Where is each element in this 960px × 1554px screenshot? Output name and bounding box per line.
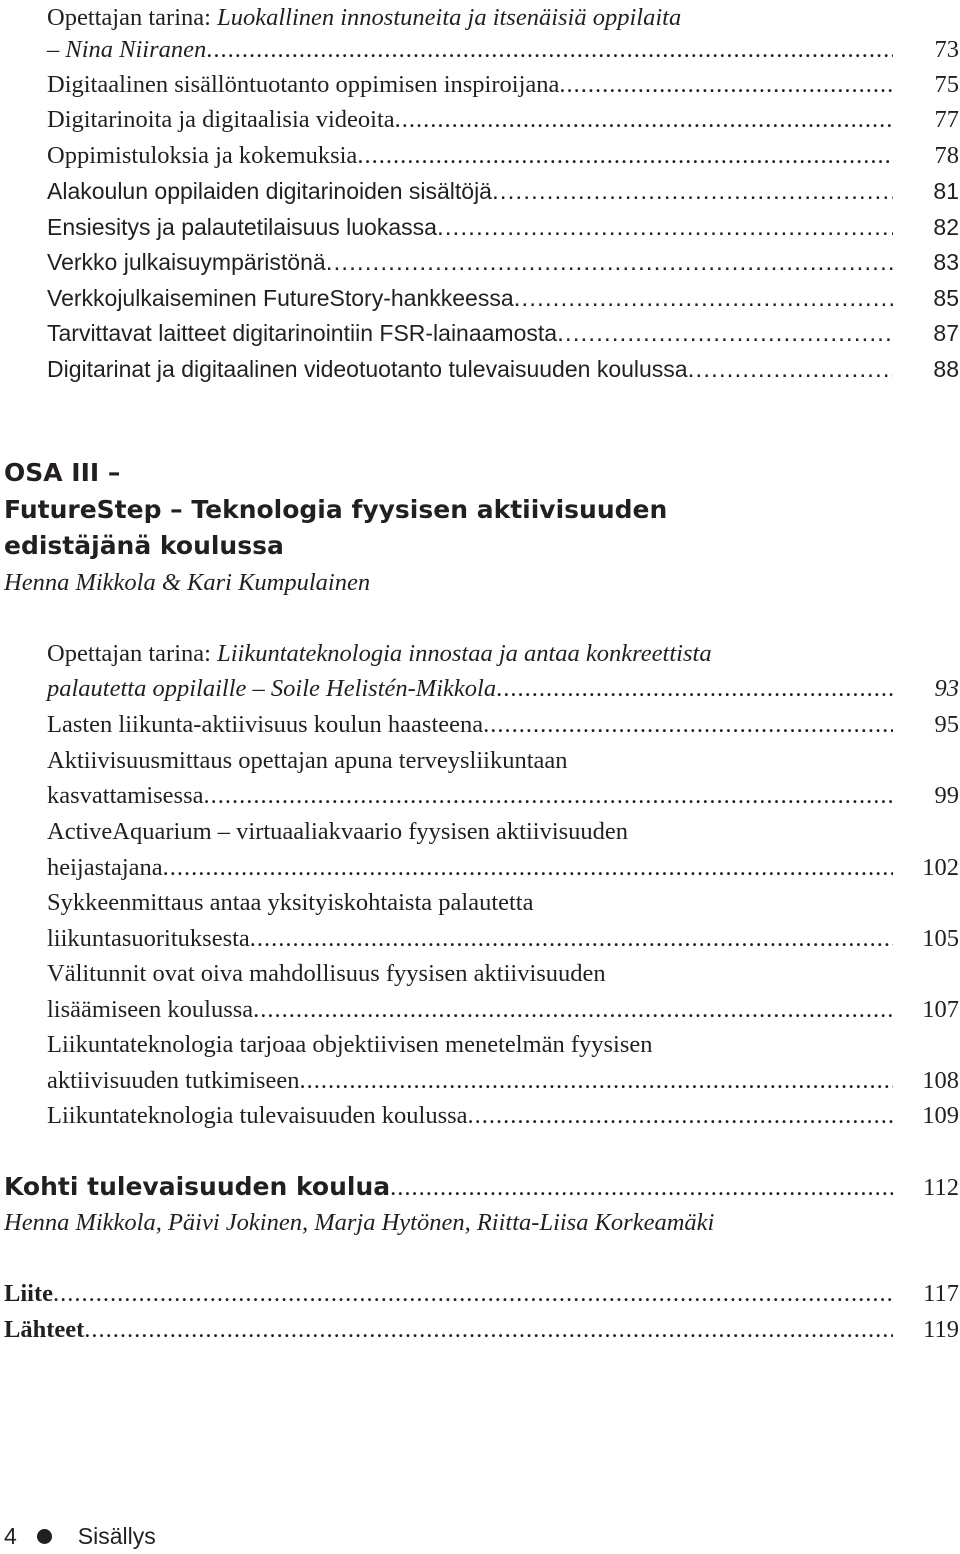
toc-entry[interactable] bbox=[47, 1063, 959, 1099]
dot-leader bbox=[206, 32, 893, 68]
toc-story-line1 bbox=[47, 636, 712, 672]
part-authors: Henna Mikkola & Kari Kumpulainen bbox=[4, 569, 371, 596]
toc-entry[interactable] bbox=[47, 32, 959, 68]
entry-text: kasvattamisessa bbox=[47, 782, 204, 809]
toc-entry[interactable] bbox=[47, 67, 959, 103]
entry-page: 108 bbox=[922, 1067, 959, 1094]
dot-leader bbox=[483, 707, 893, 743]
toc-entry[interactable] bbox=[47, 244, 959, 280]
toc-entry-line1: Sykkeenmittaus antaa yksityiskohtaista palautetta bbox=[47, 889, 534, 916]
dot-leader bbox=[84, 1312, 893, 1348]
entry-text: liikuntasuorituksesta bbox=[47, 925, 250, 952]
toc-entry[interactable] bbox=[47, 351, 959, 387]
entry-page: 85 bbox=[933, 285, 959, 311]
dot-leader bbox=[496, 671, 893, 707]
toc-entry[interactable] bbox=[47, 315, 959, 351]
dot-leader bbox=[492, 174, 893, 210]
entry-page: 77 bbox=[934, 106, 959, 133]
story-label: Opettajan tarina: bbox=[47, 4, 211, 31]
chapter-title: Kohti tulevaisuuden koulua bbox=[4, 1172, 391, 1201]
chapter-page: 117 bbox=[923, 1280, 959, 1307]
toc-chapter-entry[interactable] bbox=[4, 1312, 959, 1348]
dot-leader bbox=[163, 850, 893, 886]
entry-page: 78 bbox=[934, 142, 959, 169]
dot-leader bbox=[437, 210, 893, 246]
entry-text: Tarvittavat laitteet digitarinointiin FSR-lainaamosta bbox=[47, 320, 558, 346]
toc-entry[interactable] bbox=[47, 850, 959, 886]
toc-entry-line1: Liikuntateknologia tarjoaa objektiivisen menetelmän fyysisen bbox=[47, 1031, 653, 1058]
toc-entry[interactable] bbox=[47, 778, 959, 814]
toc-chapter-entry[interactable] bbox=[4, 1276, 959, 1312]
toc-entry[interactable] bbox=[47, 209, 959, 245]
toc-entry[interactable] bbox=[47, 921, 959, 957]
story-label: Opettajan tarina: bbox=[47, 640, 211, 667]
entry-text: Ensiesitys ja palautetilaisuus luokassa bbox=[47, 214, 437, 240]
story-title: Liikuntateknologia innostaa ja antaa konkreettista bbox=[217, 640, 712, 667]
entry-page: 102 bbox=[922, 854, 959, 881]
entry-page: 81 bbox=[933, 178, 959, 204]
toc-entry-line1: Välitunnit ovat oiva mahdollisuus fyysisen aktiivisuuden bbox=[47, 960, 606, 987]
entry-text: aktiivisuuden tutkimiseen bbox=[47, 1067, 300, 1094]
entry-page: 83 bbox=[933, 249, 959, 275]
dot-leader bbox=[468, 1098, 893, 1134]
toc-entry[interactable] bbox=[47, 102, 959, 138]
toc-entry[interactable] bbox=[47, 173, 959, 209]
chapter-authors: Henna Mikkola, Päivi Jokinen, Marja Hytönen, Riitta-Liisa Korkeamäki bbox=[4, 1209, 715, 1236]
entry-text: Liikuntateknologia tulevaisuuden koulussa bbox=[47, 1102, 468, 1129]
dot-leader bbox=[557, 316, 893, 352]
entry-text: Digitaalinen sisällöntuotanto oppimisen inspiroijana bbox=[47, 71, 560, 98]
toc-entry-line1: Aktiivisuusmittaus opettajan apuna terveysliikuntaan bbox=[47, 747, 568, 774]
entry-page: 99 bbox=[934, 782, 959, 809]
entry-text: Verkkojulkaiseminen FutureStory-hankkeessa bbox=[47, 285, 514, 311]
entry-page: 105 bbox=[922, 925, 959, 952]
entry-page: 95 bbox=[934, 711, 959, 738]
entry-page: 73 bbox=[934, 36, 959, 63]
entry-text: lisäämiseen koulussa bbox=[47, 996, 254, 1023]
part-heading-line2: FutureStep – Teknologia fyysisen aktiivisuuden bbox=[4, 495, 668, 524]
dot-leader bbox=[395, 102, 893, 138]
entry-text: heijastajana bbox=[47, 854, 163, 881]
page-footer bbox=[4, 1518, 156, 1554]
dot-leader bbox=[514, 281, 893, 317]
chapter-page: 112 bbox=[923, 1174, 959, 1201]
part-heading-line3: edistäjänä koulussa bbox=[4, 531, 284, 560]
dot-leader bbox=[253, 992, 893, 1028]
toc-chapter-entry[interactable] bbox=[4, 1169, 959, 1205]
dot-leader bbox=[390, 1170, 893, 1206]
entry-text: – Nina Niiranen bbox=[47, 36, 207, 63]
bullet-icon bbox=[37, 1529, 52, 1544]
chapter-title: Liite bbox=[4, 1280, 53, 1307]
dot-leader bbox=[204, 778, 894, 814]
dot-leader bbox=[688, 352, 893, 388]
toc-entry[interactable] bbox=[47, 671, 959, 707]
entry-page: 93 bbox=[934, 675, 959, 702]
entry-page: 87 bbox=[933, 320, 959, 346]
dot-leader bbox=[559, 67, 893, 103]
toc-story-line1 bbox=[47, 0, 681, 36]
toc-entry[interactable] bbox=[47, 1098, 959, 1134]
story-title: Luokallinen innostuneita ja itsenäisiä oppilaita bbox=[217, 4, 682, 31]
toc-entry[interactable] bbox=[47, 707, 959, 743]
part-heading-line1: OSA III – bbox=[4, 458, 121, 487]
section-name: Sisällys bbox=[77, 1522, 156, 1549]
toc-entry-line1: ActiveAquarium – virtuaaliakvaario fyysisen aktiivisuuden bbox=[47, 818, 629, 845]
entry-page: 107 bbox=[922, 996, 959, 1023]
entry-page: 75 bbox=[934, 71, 959, 98]
dot-leader bbox=[53, 1276, 893, 1312]
chapter-page: 119 bbox=[923, 1316, 959, 1343]
page-number: 4 bbox=[4, 1522, 17, 1549]
entry-text: Digitarinat ja digitaalinen videotuotanto tulevaisuuden koulussa bbox=[47, 356, 688, 382]
entry-text: Lasten liikunta-aktiivisuus koulun haasteena bbox=[47, 711, 484, 738]
dot-leader bbox=[326, 245, 893, 281]
entry-text: palautetta oppilaille – Soile Helistén-Mikkola bbox=[47, 675, 497, 702]
entry-text: Oppimistuloksia ja kokemuksia bbox=[47, 142, 358, 169]
entry-page: 82 bbox=[933, 214, 959, 240]
entry-page: 109 bbox=[922, 1102, 959, 1129]
entry-text: Verkko julkaisuympäristönä bbox=[47, 249, 326, 275]
toc-entry[interactable] bbox=[47, 992, 959, 1028]
toc-entry[interactable] bbox=[47, 280, 959, 316]
entry-text: Digitarinoita ja digitaalisia videoita bbox=[47, 106, 395, 133]
toc-entry[interactable] bbox=[47, 138, 959, 174]
dot-leader bbox=[299, 1063, 893, 1099]
dot-leader bbox=[357, 138, 893, 174]
entry-page: 88 bbox=[933, 356, 959, 382]
dot-leader bbox=[250, 921, 893, 957]
chapter-title: Lähteet bbox=[4, 1316, 85, 1343]
entry-text: Alakoulun oppilaiden digitarinoiden sisältöjä bbox=[47, 178, 492, 204]
